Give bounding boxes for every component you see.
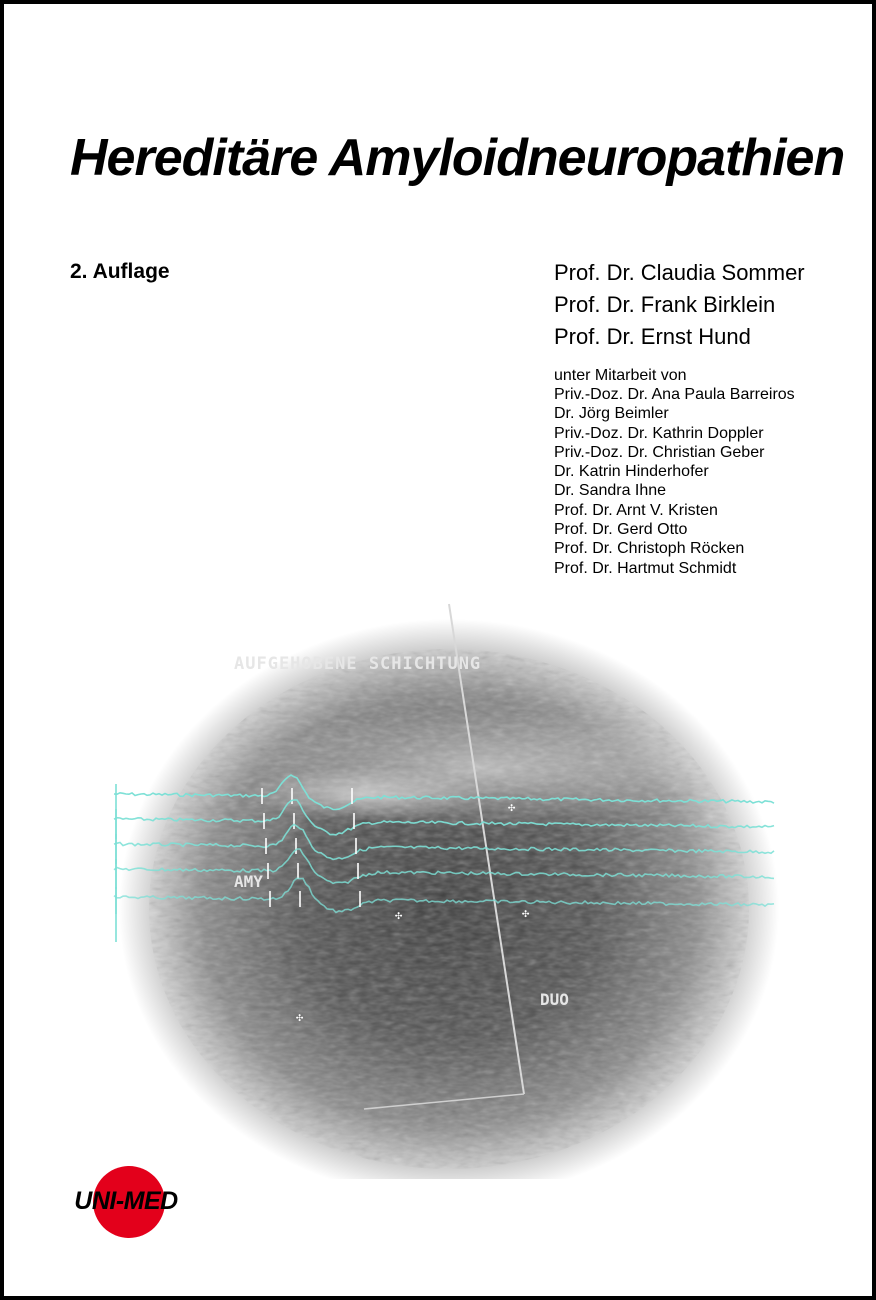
collaborator-name: Prof. Dr. Gerd Otto (554, 521, 688, 539)
svg-text:✣: ✣ (508, 800, 516, 814)
collaborator-name: Prof. Dr. Arnt V. Kristen (554, 501, 718, 519)
label-top: AUFGEHOBENE SCHICHTUNG (234, 654, 482, 674)
svg-text:✣: ✣ (522, 906, 530, 920)
collaborator-name: Dr. Katrin Hinderhofer (554, 463, 709, 481)
author-name: Prof. Dr. Ernst Hund (554, 324, 751, 349)
collaborator-list (554, 385, 874, 578)
collaboration-intro: unter Mitarbeit von (554, 367, 687, 384)
book-title: Hereditäre Amyloidneuropathien (70, 129, 845, 187)
edition-label: 2. Auflage (70, 260, 170, 283)
collaborator-name: Priv.-Doz. Dr. Christian Geber (554, 443, 765, 461)
collaborator-name: Prof. Dr. Hartmut Schmidt (554, 559, 737, 577)
collaborator-name: Priv.-Doz. Dr. Kathrin Doppler (554, 424, 764, 442)
collaborator-name: Priv.-Doz. Dr. Ana Paula Barreiros (554, 386, 795, 403)
label-amy: AMY (234, 872, 263, 891)
ultrasound-image (104, 579, 794, 1179)
author-name: Prof. Dr. Claudia Sommer (554, 260, 805, 285)
svg-text:✣: ✣ (395, 908, 403, 922)
collaborator-name: Dr. Sandra Ihne (554, 482, 667, 500)
collaborator-name: Dr. Jörg Beimler (554, 405, 669, 423)
svg-text:✣: ✣ (296, 1010, 304, 1024)
label-duo: DUO (540, 990, 569, 1009)
author-name: Prof. Dr. Frank Birklein (554, 292, 776, 317)
logo-text: UNI-MED (74, 1187, 178, 1215)
collaborator-block (554, 366, 874, 578)
collaborator-name: Prof. Dr. Christoph Röcken (554, 540, 745, 558)
publisher-logo (60, 1164, 200, 1244)
author-list (554, 257, 805, 353)
